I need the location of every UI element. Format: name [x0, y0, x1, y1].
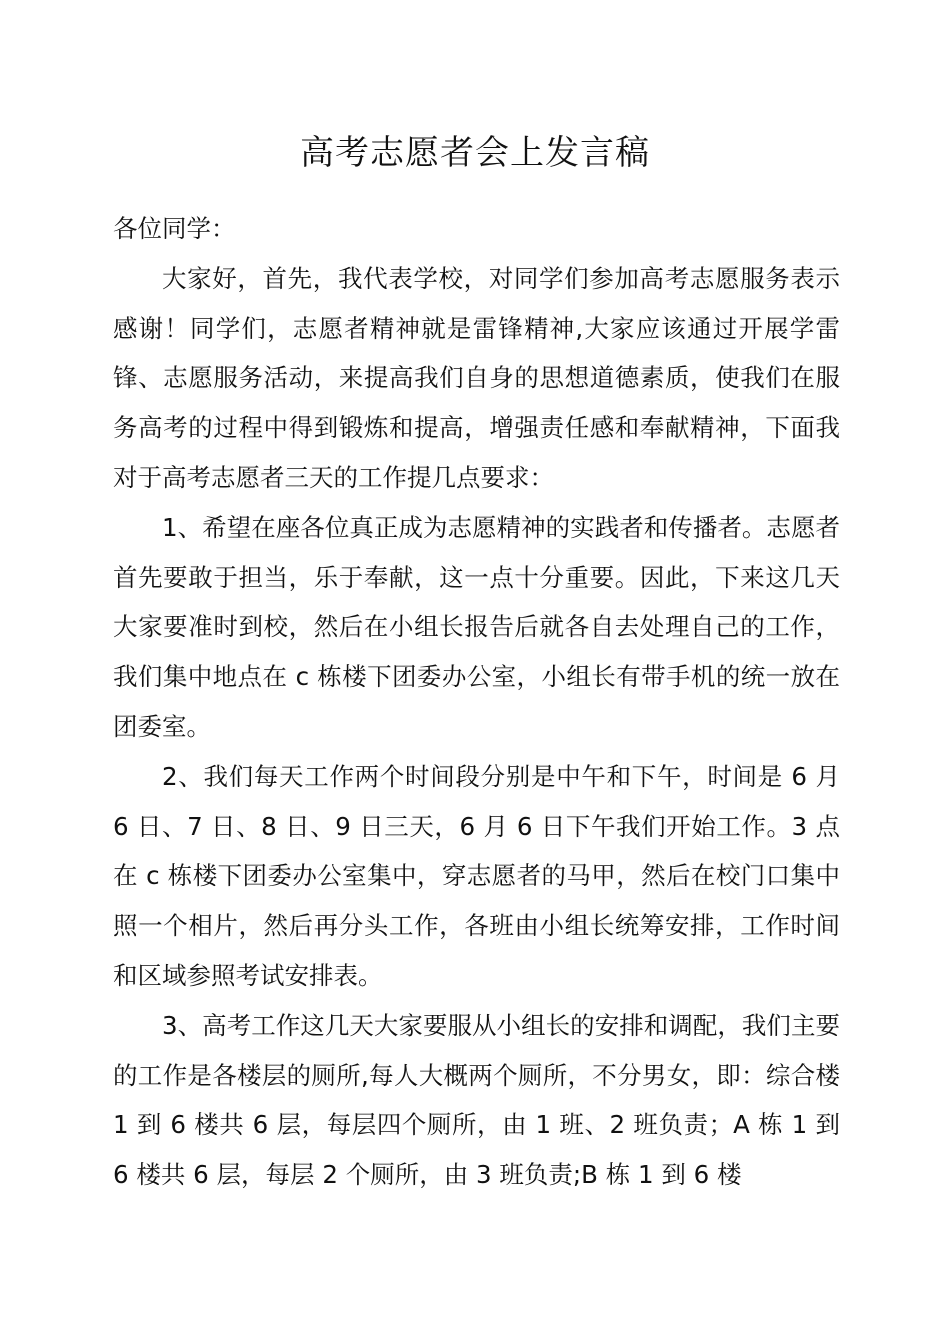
paragraph-requirement-1: 1、希望在座各位真正成为志愿精神的实践者和传播者。志愿者首先要敢于担当，乐于奉献，这一点十分重要。因此，下来这几天大家要准时到校，然后在小组长报告后就各自去处理自己的工作，我们集中地点在 c 栋楼下团委办公室，小组长有带手机的统一放在团委室。 [113, 512, 840, 741]
paragraph-intro: 大家好，首先，我代表学校，对同学们参加高考志愿服务表示感谢！同学们，志愿者精神就是雷锋精神,大家应该通过开展学雷锋、志愿服务活动，来提高我们自身的思想道德素质，使我们在服务高考的过程中得到锻炼和提高，增强责任感和奉献精神，下面我对于高考志愿者三天的工作提几点要求： [113, 263, 840, 492]
paragraph-requirement-2: 2、我们每天工作两个时间段分别是中午和下午，时间是 6 月 6 日、7 日、8 日、9 日三天，6 月 6 日下午我们开始工作。3 点在 c 栋楼下团委办公室集中，穿志愿者的马甲，然后在校门口集中照一个相片，然后再分头工作，各班由小组长统筹安排，工作时间和区域参照考试安排表。 [113, 761, 840, 990]
document-title: 高考志愿者会上发言稿 [300, 133, 650, 173]
paragraph-requirement-3: 3、高考工作这几天大家要服从小组长的安排和调配，我们主要的工作是各楼层的厕所,每人大概两个厕所，不分男女，即：综合楼 1 到 6 楼共 6 层，每层四个厕所，由 1 班、2 班负责；A 栋 1 到 6 楼共 6 层，每层 2 个厕所，由 3 班负责;B 栋 1 到 6 楼 [113, 1010, 840, 1190]
document-body [113, 204, 840, 1200]
greeting-line: 各位同学： [113, 214, 236, 243]
